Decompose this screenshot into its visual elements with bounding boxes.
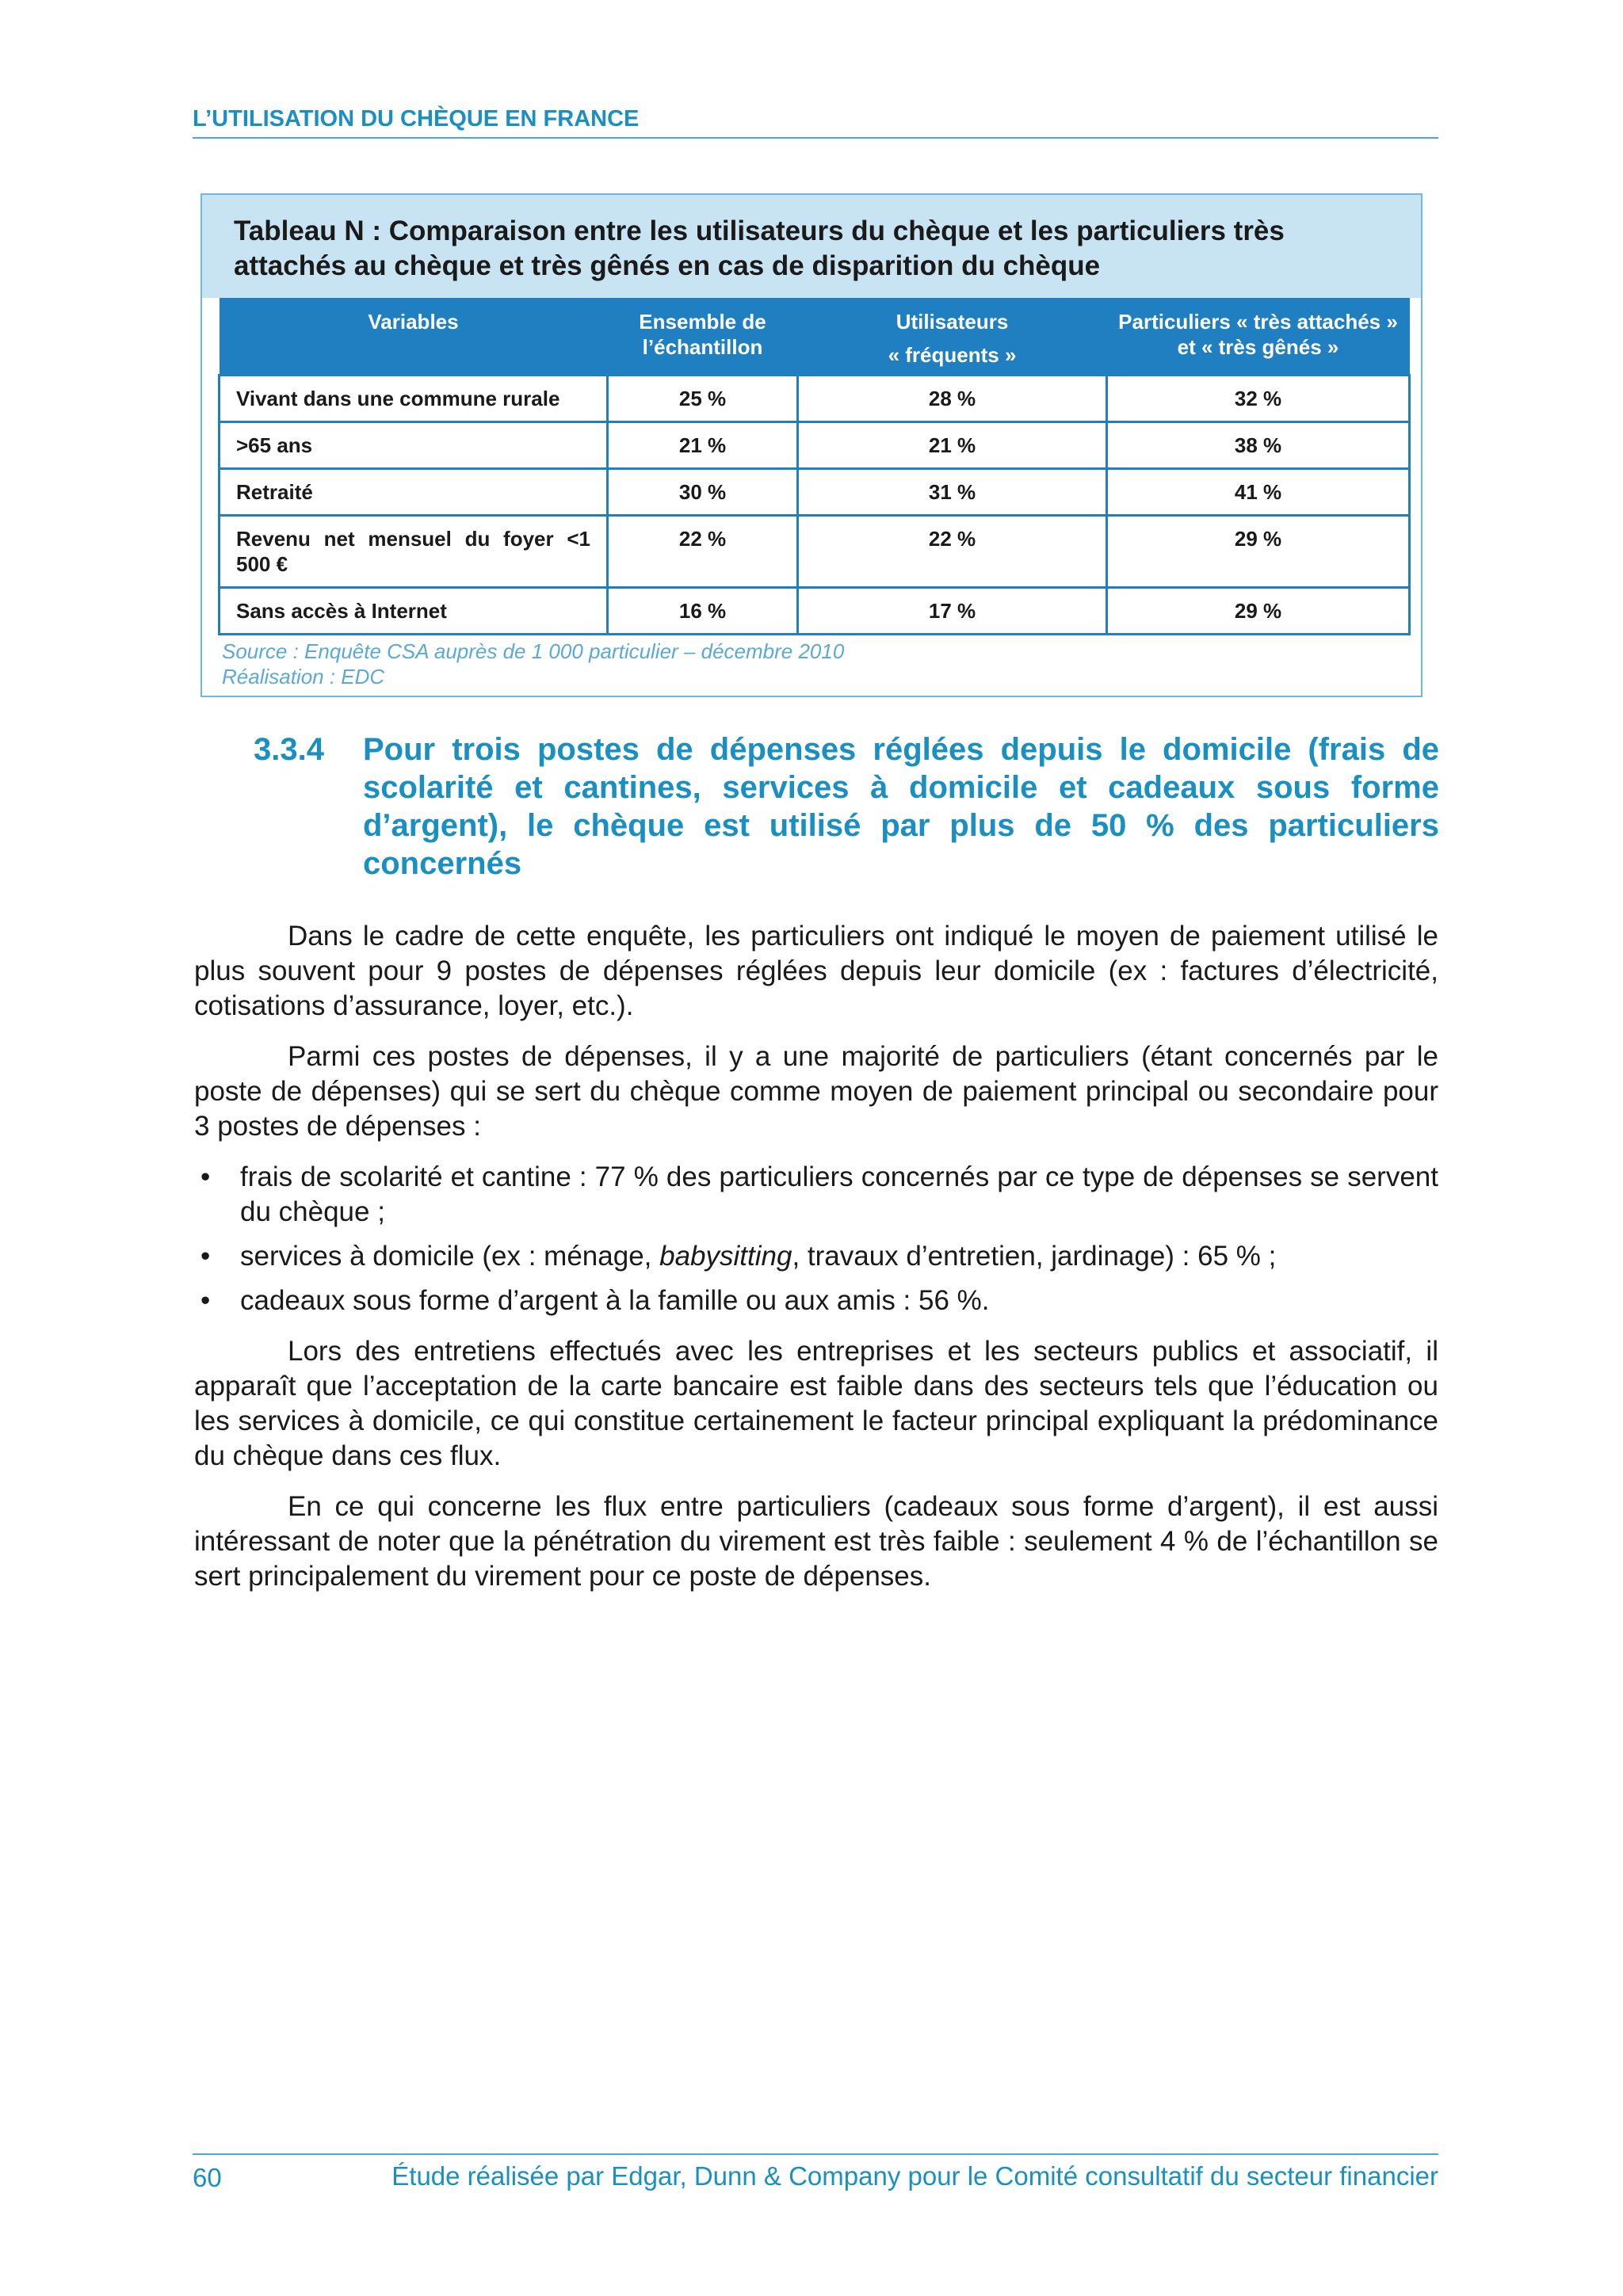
table-row bbox=[220, 588, 1410, 635]
cell-value: 28 % bbox=[798, 376, 1107, 422]
cell-value: 21 % bbox=[798, 422, 1107, 469]
column-header-line: Utilisateurs bbox=[896, 310, 1009, 334]
paragraph: En ce qui concerne les flux entre particuliers (cadeaux sous forme d’argent), il est aussi intéressant de noter que la pénétration du virement est très faible : seulement 4 % de l’échantillon se sert principalement du virement pour ce poste de dépenses. bbox=[194, 1491, 1438, 1592]
paragraph: Dans le cadre de cette enquête, les particuliers ont indiqué le moyen de paiement utilisé le plus souvent pour 9 postes de dépenses réglées depuis leur domicile (ex : factures d’électricité, cotisations d’assurance, loyer, etc.). bbox=[194, 921, 1438, 1021]
table-source bbox=[222, 639, 844, 689]
column-header-line: et « très gênés » bbox=[1177, 335, 1339, 359]
page-number: 60 bbox=[193, 2163, 222, 2192]
table-row bbox=[220, 516, 1410, 588]
row-label: >65 ans bbox=[220, 422, 608, 469]
running-header: L’UTILISATION DU CHÈQUE EN FRANCE bbox=[193, 106, 1438, 139]
list-item bbox=[194, 1283, 1438, 1318]
cell-value: 31 % bbox=[798, 469, 1107, 516]
cell-value: 29 % bbox=[1107, 588, 1410, 635]
column-header-line: l’échantillon bbox=[642, 335, 763, 359]
bullet-list bbox=[194, 1160, 1438, 1318]
body-text bbox=[194, 919, 1438, 1610]
column-header-utilisateurs bbox=[798, 298, 1107, 376]
table-row bbox=[220, 469, 1410, 516]
list-item-text: services à domicile (ex : ménage, bbox=[240, 1241, 660, 1272]
table-row bbox=[220, 422, 1410, 469]
row-label: Revenu net mensuel du foyer <1 500 € bbox=[220, 516, 608, 588]
column-header-particuliers bbox=[1107, 298, 1410, 376]
column-header-line: Particuliers « très attachés » bbox=[1118, 310, 1398, 334]
cell-value: 30 % bbox=[608, 469, 798, 516]
list-item bbox=[194, 1160, 1438, 1230]
cell-value: 32 % bbox=[1107, 376, 1410, 422]
source-line: Source : Enquête CSA auprès de 1 000 particulier – décembre 2010 bbox=[222, 639, 845, 663]
cell-value: 17 % bbox=[798, 588, 1107, 635]
page-footer bbox=[193, 2153, 1438, 2191]
list-item-text: frais de scolarité et cantine : 77 % des particuliers concernés par ce type de dépenses se servent du chèque ; bbox=[240, 1161, 1438, 1227]
cell-value: 22 % bbox=[608, 516, 798, 588]
cell-value: 22 % bbox=[798, 516, 1107, 588]
comparison-table bbox=[218, 298, 1411, 635]
cell-value: 41 % bbox=[1107, 469, 1410, 516]
bullet-icon: • bbox=[200, 1285, 211, 1316]
column-header-line: Ensemble de bbox=[639, 310, 766, 334]
table-title: Tableau N : Comparaison entre les utilisateurs du chèque et les particuliers très attachés au chèque et très gênés en cas de disparition du chèque bbox=[234, 215, 1285, 281]
table-header-row bbox=[220, 298, 1410, 376]
realisation-line: Réalisation : EDC bbox=[222, 665, 385, 688]
list-item-text: , travaux d’entretien, jardinage) : 65 % ; bbox=[792, 1241, 1277, 1272]
bullet-icon: • bbox=[200, 1241, 211, 1272]
bullet-icon: • bbox=[200, 1161, 211, 1192]
column-header-ensemble bbox=[608, 298, 798, 376]
column-header-line: « fréquents » bbox=[888, 343, 1017, 367]
section-title: Pour trois postes de dépenses réglées depuis le domicile (frais de scolarité et cantines, services à domicile et cadeaux sous forme d’argent), le chèque est utilisé par plus de 50 % des particuliers concernés bbox=[363, 732, 1439, 881]
section-number: 3.3.4 bbox=[254, 732, 324, 767]
paragraph: Parmi ces postes de dépenses, il y a une majorité de particuliers (étant concernés par le poste de dépenses) qui se sert du chèque comme moyen de paiement principal ou secondaire pour 3 postes de dépenses : bbox=[194, 1041, 1438, 1142]
cell-value: 38 % bbox=[1107, 422, 1410, 469]
list-item bbox=[194, 1239, 1438, 1274]
cell-value: 21 % bbox=[608, 422, 798, 469]
column-header-variables bbox=[220, 298, 608, 376]
row-label: Sans accès à Internet bbox=[220, 588, 608, 635]
list-item-italic: babysitting bbox=[659, 1241, 792, 1272]
table-title-band bbox=[202, 195, 1421, 298]
table-row bbox=[220, 376, 1410, 422]
cell-value: 29 % bbox=[1107, 516, 1410, 588]
column-header-line: Variables bbox=[368, 310, 459, 334]
footer-credit: Étude réalisée par Edgar, Dunn & Company pour le Comité consultatif du secteur financier bbox=[391, 2161, 1438, 2191]
row-label: Retraité bbox=[220, 469, 608, 516]
cell-value: 25 % bbox=[608, 376, 798, 422]
table-box bbox=[200, 193, 1423, 697]
list-item-text: cadeaux sous forme d’argent à la famille ou aux amis : 56 %. bbox=[240, 1285, 990, 1316]
row-label: Vivant dans une commune rurale bbox=[220, 376, 608, 422]
paragraph: Lors des entretiens effectués avec les entreprises et les secteurs publics et associatif, il apparaît que l’acceptation de la carte bancaire est faible dans des secteurs tels que l’éducation ou les services à domicile, ce qui constitue certainement le facteur principal expliquant la prédominance du chèque dans ces flux. bbox=[194, 1336, 1438, 1471]
section-heading bbox=[254, 730, 1439, 883]
cell-value: 16 % bbox=[608, 588, 798, 635]
